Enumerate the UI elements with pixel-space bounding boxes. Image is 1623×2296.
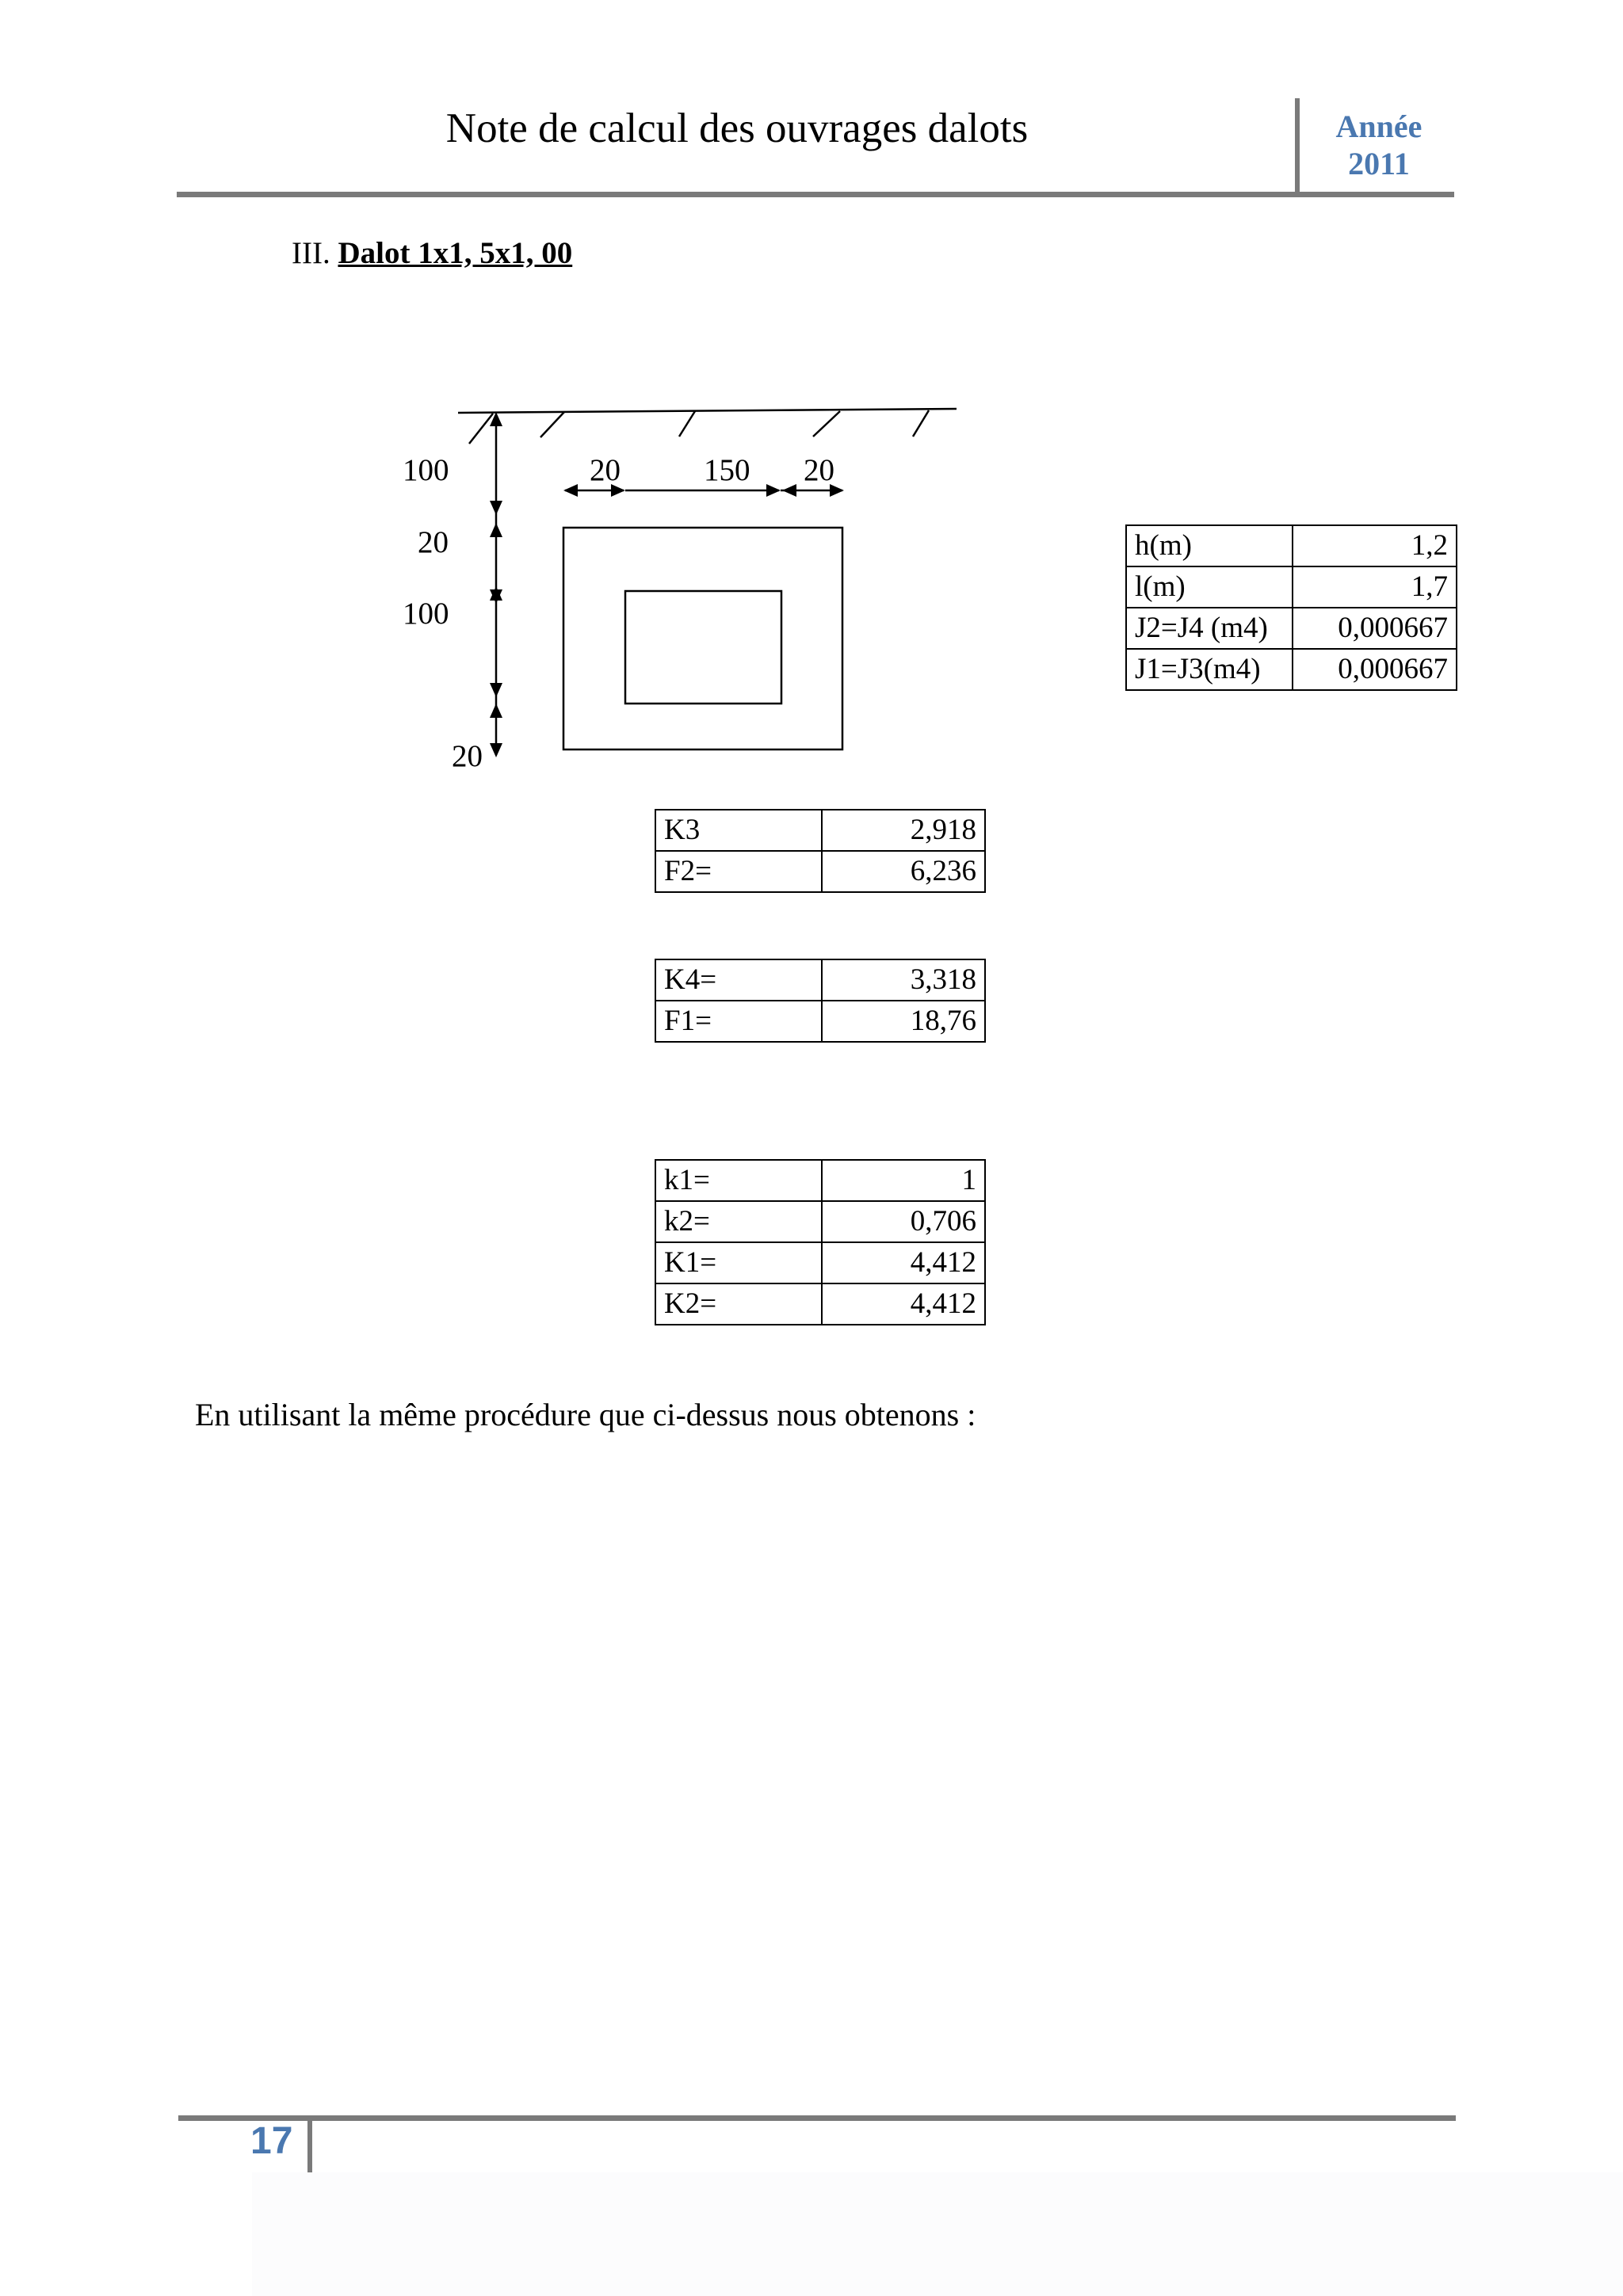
table-row: [655, 1283, 985, 1325]
dim-label-v4: 20: [452, 739, 483, 773]
param-label: l(m): [1126, 566, 1293, 608]
culvert-inner-opening: [625, 591, 781, 704]
table-row: [1126, 649, 1457, 690]
coef-value: 18,76: [822, 1001, 985, 1042]
coef-value: 6,236: [822, 851, 985, 892]
footer-divider: [307, 2115, 312, 2172]
coef-value: 1: [822, 1160, 985, 1201]
param-value: 0,000667: [1293, 649, 1457, 690]
k4-f1-table: [655, 959, 986, 1043]
table-row: [655, 1001, 985, 1042]
body-paragraph: En utilisant la même procédure que ci-dessus nous obtenons :: [195, 1397, 976, 1432]
param-value: 0,000667: [1293, 608, 1457, 649]
dim-label-h1: 20: [590, 453, 621, 487]
coef-label: K1=: [655, 1242, 822, 1283]
params-table: [1125, 524, 1457, 691]
coef-value: 4,412: [822, 1283, 985, 1325]
year-value: 2011: [1348, 146, 1410, 181]
document-title: Note de calcul des ouvrages dalots: [445, 105, 1029, 151]
section-name: Dalot 1x1, 5x1, 00: [338, 236, 573, 270]
stiffness-table: [655, 1159, 986, 1325]
coef-value: 4,412: [822, 1242, 985, 1283]
table-row: [655, 959, 985, 1001]
coef-label: F2=: [655, 851, 822, 892]
table-row: [1126, 525, 1457, 566]
param-label: J2=J4 (m4): [1126, 608, 1293, 649]
culvert-outer-box: [563, 528, 842, 749]
section-number: III.: [292, 236, 330, 270]
coef-label: F1=: [655, 1001, 822, 1042]
coef-value: 2,918: [822, 810, 985, 851]
page-number: 17: [250, 2120, 293, 2162]
footer-rule: [178, 2115, 1456, 2121]
param-label: h(m): [1126, 525, 1293, 566]
coef-value: 0,706: [822, 1201, 985, 1242]
param-label: J1=J3(m4): [1126, 649, 1293, 690]
coef-value: 3,318: [822, 959, 985, 1001]
coef-label: k1=: [655, 1160, 822, 1201]
param-value: 1,7: [1293, 566, 1457, 608]
ground-line: [458, 409, 957, 444]
dim-label-h2: 150: [704, 453, 750, 487]
table-row: [1126, 566, 1457, 608]
coef-label: K3: [655, 810, 822, 851]
year-label: Année: [1335, 109, 1423, 144]
vertical-dimension: [490, 412, 502, 757]
param-value: 1,2: [1293, 525, 1457, 566]
dim-label-v1: 100: [403, 453, 449, 487]
table-row: [655, 1242, 985, 1283]
coef-label: k2=: [655, 1201, 822, 1242]
dim-label-v2: 20: [418, 525, 449, 559]
k3-f2-table: [655, 809, 986, 893]
coef-label: K2=: [655, 1283, 822, 1325]
table-row: [655, 851, 985, 892]
table-row: [655, 810, 985, 851]
footer-shade: [252, 2172, 1623, 2296]
coef-label: K4=: [655, 959, 822, 1001]
dim-label-v3: 100: [403, 597, 449, 631]
table-row: [1126, 608, 1457, 649]
table-row: [655, 1201, 985, 1242]
table-row: [655, 1160, 985, 1201]
dim-label-h3: 20: [804, 453, 834, 487]
